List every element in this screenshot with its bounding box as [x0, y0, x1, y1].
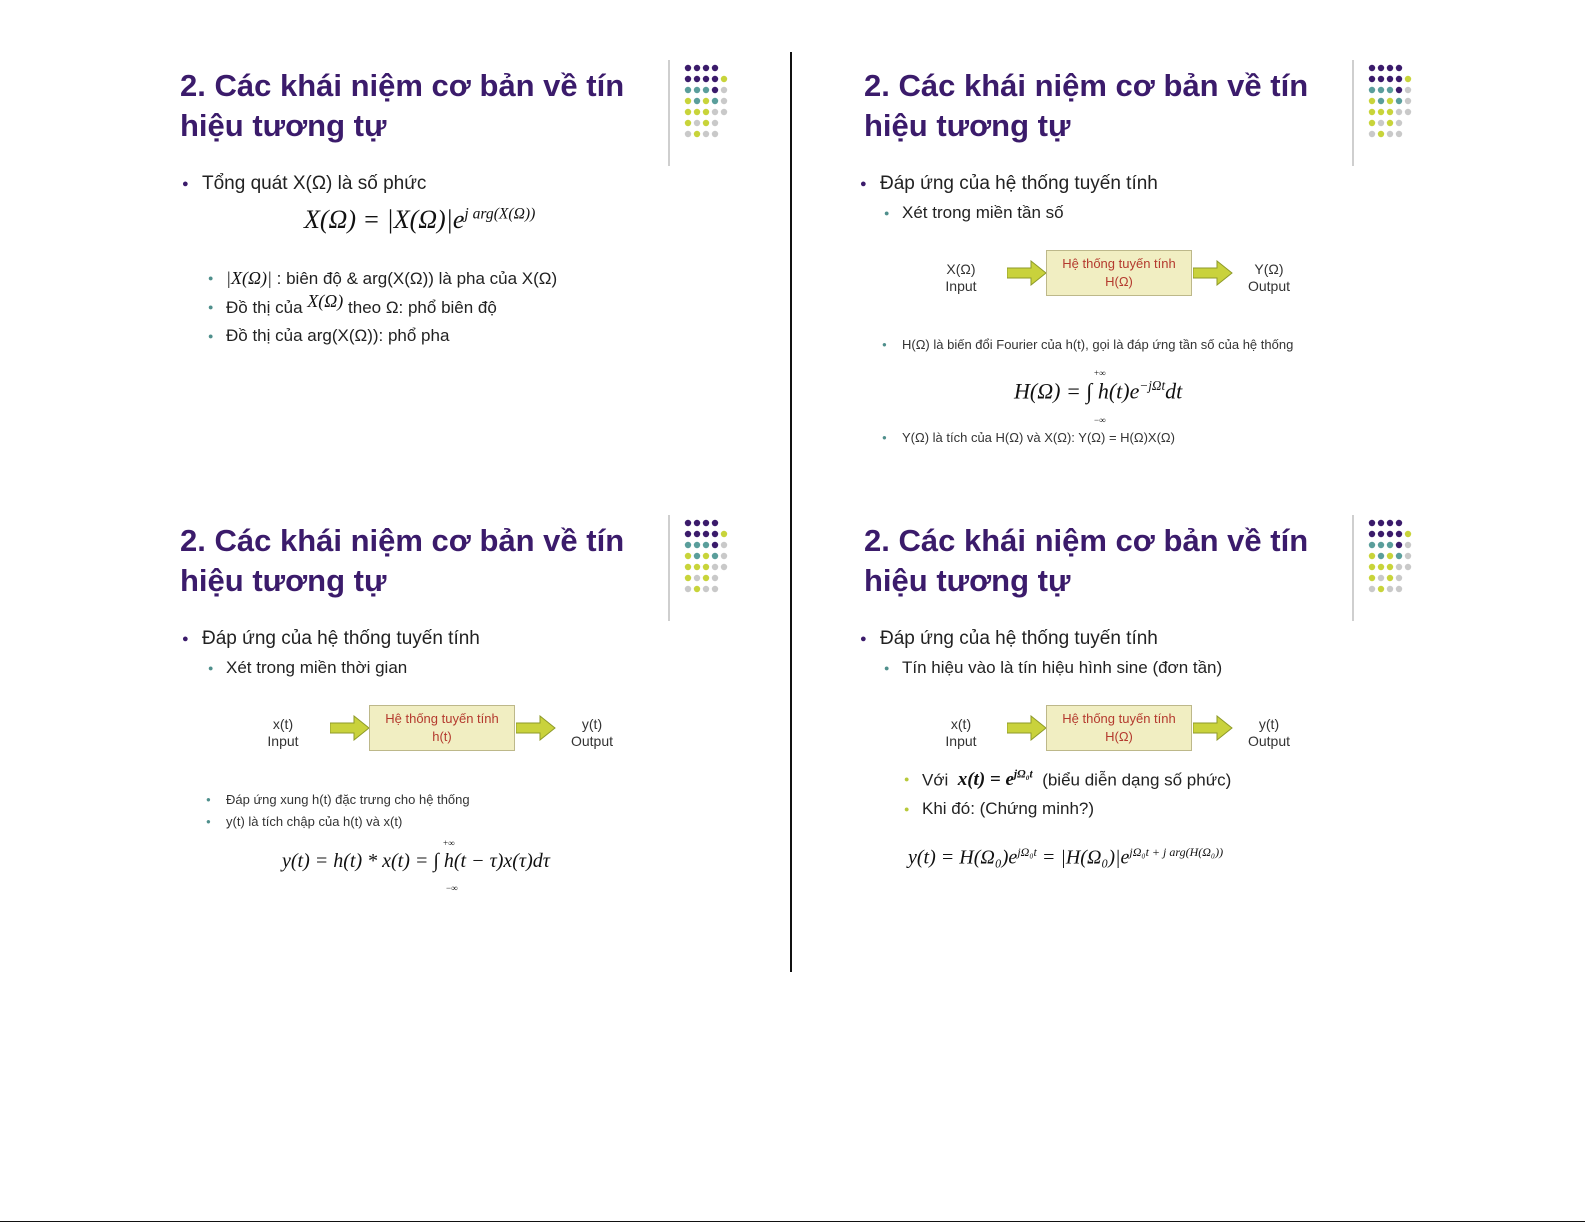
decoration-dot — [703, 531, 709, 537]
decoration-dot — [721, 98, 727, 104]
decoration-dot — [694, 109, 700, 115]
formula-x-omega: $X(\Omega) = |X(\Omega)|e^{j arg(X(\Omega))}$ — [304, 205, 536, 234]
decoration-dot — [685, 564, 691, 570]
sub-bullet-phase-spectrum: ● Đồ thị của arg(X(Ω)): phổ pha — [226, 326, 449, 346]
slide-2 — [862, 60, 1482, 500]
decoration-dot — [1378, 542, 1384, 548]
small-bullet-impulse-response: ● Đáp ứng xung h(t) đặc trưng cho hệ thống — [226, 792, 470, 807]
decoration-dot — [694, 131, 700, 137]
decoration-dot — [703, 520, 709, 526]
decoration-dot — [1369, 575, 1375, 581]
sub-bullet-then: ● Khi đó: (Chứng minh?) — [922, 799, 1094, 819]
decoration-dot — [685, 131, 691, 137]
decoration-dot — [685, 575, 691, 581]
decoration-dot — [1387, 120, 1393, 126]
sub-bullet-with: ● Với $x(t) = e^{j\Omega_0t}$ (biểu diễn dạng số phức) — [922, 769, 1231, 791]
small-bullet-product: ● Y(Ω) là tích của H(Ω) và X(Ω): Y(Ω) = H(Ω)X(Ω) — [902, 430, 1175, 445]
decoration-dot — [1378, 520, 1384, 526]
decoration-dot — [1405, 98, 1411, 104]
dot-grid-decoration — [668, 515, 748, 621]
decoration-dot — [1405, 553, 1411, 559]
bullet-complex: ● Tổng quát X(Ω) là số phức — [202, 173, 426, 195]
bullet-linear-system: ● Đáp ứng của hệ thống tuyến tính — [880, 173, 1158, 195]
slide-title-line-1: 2. Các khái niệm cơ bản về tín — [864, 523, 1309, 558]
decoration-dot — [1396, 564, 1402, 570]
integral-lower-limit: −∞ — [1094, 415, 1106, 425]
decoration-dot — [712, 586, 718, 592]
decoration-dot — [1396, 520, 1402, 526]
slide-title-line-2: hiệu tương tự — [180, 563, 387, 598]
integral-lower-limit: −∞ — [446, 883, 458, 893]
diagram-input-label: x(t) Input — [945, 716, 977, 749]
decoration-dot — [694, 87, 700, 93]
decoration-dot — [1405, 76, 1411, 82]
arrow-input-icon — [330, 715, 370, 741]
decoration-dot — [1387, 520, 1393, 526]
sub-bullet-magnitude: ● |X(Ω)| : biên độ & arg(X(Ω)) là pha của X(Ω) — [226, 268, 557, 289]
decoration-dot — [721, 109, 727, 115]
decoration-dot — [712, 542, 718, 548]
decoration-dot — [1378, 575, 1384, 581]
decoration-dot — [1378, 120, 1384, 126]
decoration-dot — [712, 76, 718, 82]
decoration-dot — [1405, 87, 1411, 93]
decoration-dot — [1405, 531, 1411, 537]
decoration-dot — [685, 109, 691, 115]
arrow-input-icon — [1007, 715, 1047, 741]
decoration-dot — [1378, 76, 1384, 82]
decoration-dot — [712, 120, 718, 126]
decoration-dot — [1387, 531, 1393, 537]
decoration-dot — [1387, 87, 1393, 93]
slide-title — [864, 521, 1344, 601]
decoration-dot — [1369, 98, 1375, 104]
formula-convolution: y(t) = h(t) * x(t) = ∫ h(t − τ)x(τ)dτ — [282, 850, 550, 872]
decoration-dot — [1369, 586, 1375, 592]
decoration-dot — [703, 120, 709, 126]
decoration-dot — [1369, 131, 1375, 137]
decoration-dot — [1378, 98, 1384, 104]
decoration-dot — [1378, 65, 1384, 71]
small-bullet-fourier: ● H(Ω) là biến đổi Fourier của h(t), gọi là đáp ứng tần số của hệ thống — [902, 337, 1293, 352]
decoration-dot — [1387, 109, 1393, 115]
decoration-dot — [1405, 109, 1411, 115]
sub-bullet-time-domain: ● Xét trong miền thời gian — [226, 658, 407, 678]
decoration-dot — [1387, 586, 1393, 592]
decoration-dot — [694, 564, 700, 570]
decoration-dot — [1396, 65, 1402, 71]
integral-upper-limit: +∞ — [443, 838, 455, 848]
system-block: Hệ thống tuyến tính h(t) — [369, 705, 515, 751]
decoration-dot — [1378, 586, 1384, 592]
system-block: Hệ thống tuyến tính H(Ω) — [1046, 705, 1192, 751]
decoration-dot — [1396, 109, 1402, 115]
decoration-dot — [721, 564, 727, 570]
decoration-dot — [721, 531, 727, 537]
decoration-dot — [1387, 542, 1393, 548]
decoration-dot — [685, 553, 691, 559]
slide-1 — [178, 60, 798, 500]
decoration-dot — [1396, 98, 1402, 104]
slide-title — [180, 66, 660, 146]
decoration-dot — [1369, 65, 1375, 71]
diagram-input-label: x(t) Input — [267, 716, 299, 749]
decoration-dot — [712, 98, 718, 104]
decoration-dot — [712, 564, 718, 570]
decoration-dot — [685, 586, 691, 592]
sub-bullet-frequency-domain: ● Xét trong miền tần số — [902, 203, 1064, 223]
decoration-dot — [1369, 564, 1375, 570]
decoration-dot — [712, 575, 718, 581]
decoration-dot — [685, 76, 691, 82]
decoration-dot — [703, 586, 709, 592]
decoration-dot — [1369, 120, 1375, 126]
decoration-dot — [703, 76, 709, 82]
decoration-dot — [1405, 564, 1411, 570]
decoration-dot — [694, 98, 700, 104]
decoration-dot — [1396, 553, 1402, 559]
decoration-dot — [1378, 531, 1384, 537]
arrow-output-icon — [1193, 715, 1233, 741]
slide-title — [180, 521, 660, 601]
bullet-linear-system: ● Đáp ứng của hệ thống tuyến tính — [202, 628, 480, 650]
decoration-dot — [703, 65, 709, 71]
decoration-dot — [1378, 131, 1384, 137]
decoration-dot — [712, 553, 718, 559]
slide-title-line-2: hiệu tương tự — [864, 108, 1071, 143]
sub-bullet-sine-input: ● Tín hiệu vào là tín hiệu hình sine (đơn tần) — [902, 658, 1222, 678]
diagram-output-label: y(t) Output — [570, 716, 614, 749]
decoration-dot — [694, 575, 700, 581]
decoration-dot — [694, 120, 700, 126]
decoration-dot — [1369, 76, 1375, 82]
decoration-dot — [721, 87, 727, 93]
decoration-dot — [712, 87, 718, 93]
decoration-dot — [694, 520, 700, 526]
decoration-dot — [1387, 98, 1393, 104]
decoration-dot — [685, 98, 691, 104]
decoration-dot — [694, 553, 700, 559]
decoration-dot — [712, 531, 718, 537]
diagram-output-label: y(t) Output — [1247, 716, 1291, 749]
dot-grid-decoration — [668, 60, 748, 166]
decoration-dot — [703, 87, 709, 93]
decoration-dot — [694, 542, 700, 548]
decoration-dot — [1378, 564, 1384, 570]
decoration-dot — [685, 531, 691, 537]
decoration-dot — [703, 564, 709, 570]
decoration-dot — [694, 586, 700, 592]
formula-sine-response: $y(t) = H(\Omega_0)e^{j\Omega_0t} = |H(\Omega_0)|e^{j\Omega_0t + j arg(H(\Omega_0))}$ — [908, 845, 1224, 869]
decoration-dot — [1378, 109, 1384, 115]
decoration-dot — [694, 65, 700, 71]
decoration-dot — [712, 109, 718, 115]
decoration-dot — [1387, 76, 1393, 82]
slide-4 — [862, 515, 1482, 955]
decoration-dot — [685, 542, 691, 548]
decoration-dot — [703, 542, 709, 548]
decoration-dot — [703, 98, 709, 104]
decoration-dot — [1369, 542, 1375, 548]
decoration-dot — [1396, 131, 1402, 137]
decoration-dot — [1387, 564, 1393, 570]
decoration-dot — [685, 65, 691, 71]
decoration-dot — [1396, 120, 1402, 126]
decoration-dot — [1396, 542, 1402, 548]
slide-title — [864, 66, 1344, 146]
arrow-output-icon — [516, 715, 556, 741]
decoration-dot — [1378, 553, 1384, 559]
decoration-dot — [1369, 520, 1375, 526]
decoration-dot — [1369, 87, 1375, 93]
decoration-dot — [703, 109, 709, 115]
diagram-output-label: Y(Ω) Output — [1247, 261, 1291, 294]
decoration-dot — [703, 131, 709, 137]
decoration-dot — [721, 76, 727, 82]
decoration-dot — [1378, 87, 1384, 93]
decoration-dot — [1387, 575, 1393, 581]
page-bottom-rule — [0, 1221, 1585, 1222]
decoration-dot — [1387, 65, 1393, 71]
decoration-dot — [712, 65, 718, 71]
decoration-dot — [721, 553, 727, 559]
decoration-dot — [712, 520, 718, 526]
arrow-input-icon — [1007, 260, 1047, 286]
decoration-dot — [685, 120, 691, 126]
decoration-dot — [1405, 542, 1411, 548]
decoration-dot — [703, 575, 709, 581]
decoration-dot — [721, 542, 727, 548]
decoration-dot — [703, 553, 709, 559]
decoration-dot — [694, 531, 700, 537]
slide-title-line-2: hiệu tương tự — [180, 108, 387, 143]
small-bullet-convolution: ● y(t) là tích chập của h(t) và x(t) — [226, 814, 402, 829]
decoration-dot — [1369, 109, 1375, 115]
dot-grid-decoration — [1352, 515, 1432, 621]
slide-title-line-1: 2. Các khái niệm cơ bản về tín — [180, 523, 625, 558]
sub-bullet-magnitude-spectrum: ● Đồ thị của X(Ω) theo Ω: phổ biên độ — [226, 297, 497, 318]
decoration-dot — [1396, 76, 1402, 82]
decoration-dot — [1387, 131, 1393, 137]
slide-title-line-2: hiệu tương tự — [864, 563, 1071, 598]
diagram-input-label: X(Ω) Input — [945, 261, 977, 294]
decoration-dot — [685, 87, 691, 93]
system-block: Hệ thống tuyến tính H(Ω) — [1046, 250, 1192, 296]
slide-title-line-1: 2. Các khái niệm cơ bản về tín — [180, 68, 625, 103]
decoration-dot — [685, 520, 691, 526]
decoration-dot — [712, 131, 718, 137]
decoration-dot — [1369, 553, 1375, 559]
decoration-dot — [1369, 531, 1375, 537]
decoration-dot — [1396, 575, 1402, 581]
arrow-output-icon — [1193, 260, 1233, 286]
decoration-dot — [1396, 531, 1402, 537]
decoration-dot — [1387, 553, 1393, 559]
decoration-dot — [694, 76, 700, 82]
slide-3 — [178, 515, 798, 955]
decoration-dot — [1396, 586, 1402, 592]
decoration-dot — [1396, 87, 1402, 93]
integral-upper-limit: +∞ — [1094, 368, 1106, 378]
formula-fourier-transform: H(Ω) = ∫ $h(t)e^{-j\Omega t}dt$ — [1014, 378, 1183, 404]
slide-title-line-1: 2. Các khái niệm cơ bản về tín — [864, 68, 1309, 103]
dot-grid-decoration — [1352, 60, 1432, 166]
bullet-linear-system: ● Đáp ứng của hệ thống tuyến tính — [880, 628, 1158, 650]
